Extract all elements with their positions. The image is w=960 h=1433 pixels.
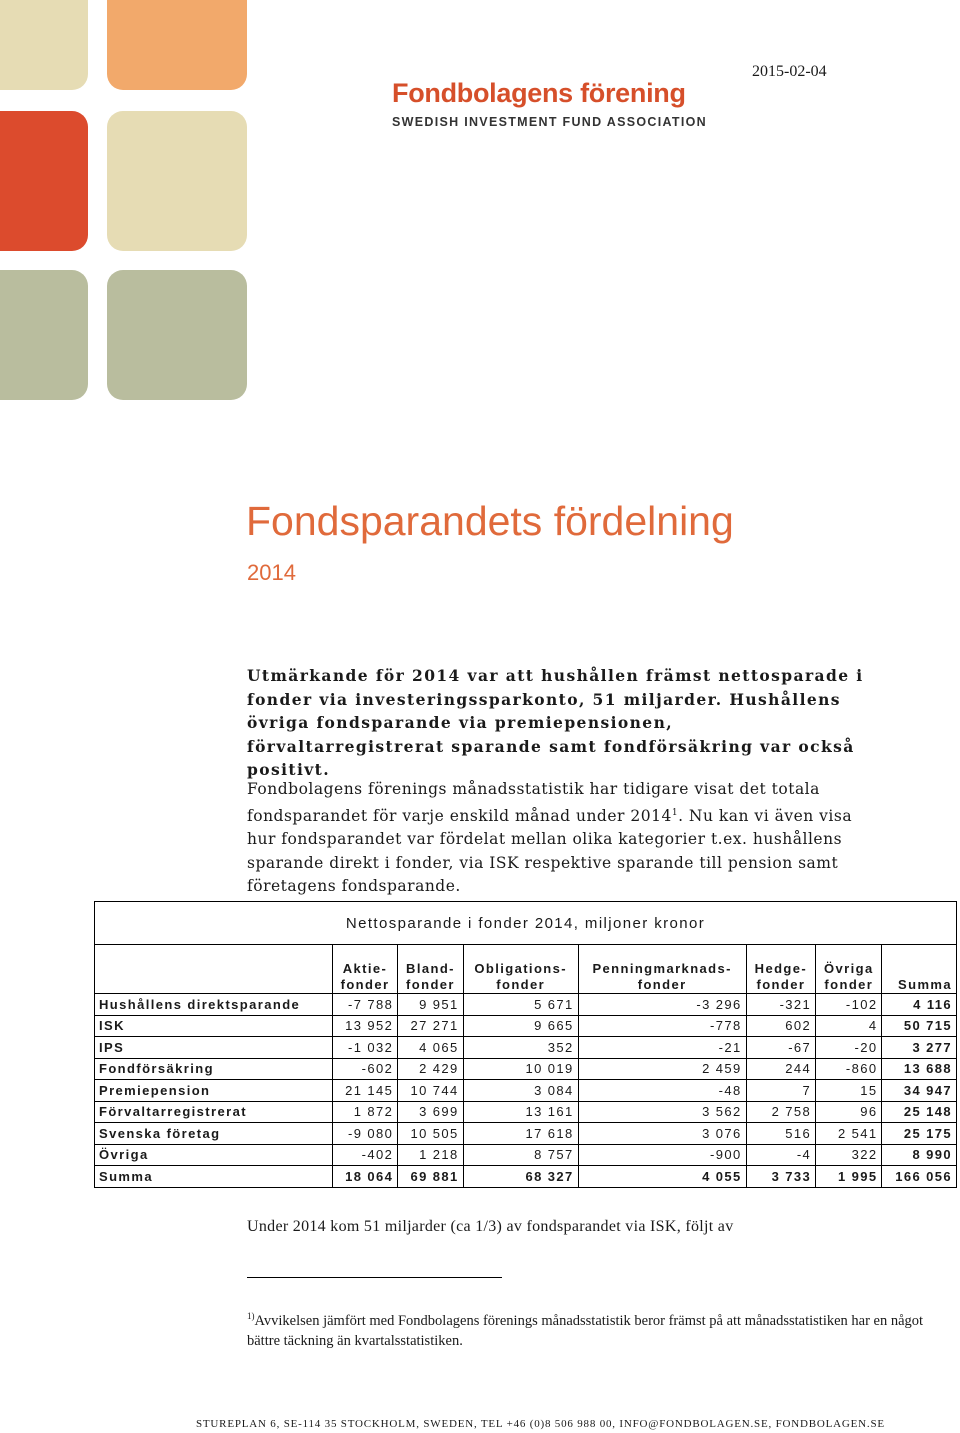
savings-table-container bbox=[94, 901, 957, 1188]
table-cell: 21 145 bbox=[332, 1080, 397, 1102]
row-sum-cell: 50 715 bbox=[882, 1015, 957, 1037]
table-cell: -48 bbox=[578, 1080, 746, 1102]
column-header bbox=[882, 945, 957, 994]
closing-text: Under 2014 kom 51 miljarder (ca 1/3) av fondsparandet via ISK, följt av bbox=[247, 1218, 734, 1235]
body-text-part1: Fondbolagens förenings månadsstatistik har tidigare visat det totala fondsparandet för varje enskild månad under 2014 bbox=[247, 780, 820, 825]
decor-tile-sage-left bbox=[0, 270, 88, 400]
page-title: Fondsparandets fördelning bbox=[246, 498, 734, 544]
column-header bbox=[816, 945, 882, 994]
table-cell: -602 bbox=[332, 1058, 397, 1080]
table-cell: 5 671 bbox=[463, 994, 578, 1016]
column-header-line2: fonder bbox=[824, 977, 874, 992]
table-cell: 2 758 bbox=[746, 1101, 816, 1123]
savings-table bbox=[94, 901, 957, 1188]
lead-paragraph: Utmärkande för 2014 var att hushållen främst nettosparade i fonder via investeringssparkonto, 51 miljarder. Hushållens övriga fondsparande via premiepensionen, förvaltarregistrerat sparande samt fondförsäkring var också positivt. bbox=[247, 666, 864, 779]
table-cell: 1 872 bbox=[332, 1101, 397, 1123]
table-row bbox=[95, 1015, 957, 1037]
table-cell: 3 733 bbox=[746, 1166, 816, 1188]
table-cell: 3 076 bbox=[578, 1123, 746, 1145]
table-body bbox=[95, 994, 957, 1188]
column-header-line2: fonder bbox=[496, 977, 546, 992]
column-header-line1: Aktie- bbox=[342, 961, 388, 976]
column-header-line2: Summa bbox=[898, 977, 952, 992]
column-header bbox=[746, 945, 816, 994]
column-header-line1: Hedge- bbox=[754, 961, 808, 976]
column-header-line2: fonder bbox=[406, 977, 455, 992]
table-cell: -21 bbox=[578, 1037, 746, 1059]
table-cell: 96 bbox=[816, 1101, 882, 1123]
table-cell: 9 951 bbox=[398, 994, 463, 1016]
table-cell: -778 bbox=[578, 1015, 746, 1037]
table-cell: 69 881 bbox=[398, 1166, 463, 1188]
row-sum-cell: 3 277 bbox=[882, 1037, 957, 1059]
table-cell: 4 bbox=[816, 1015, 882, 1037]
table-cell: 3 562 bbox=[578, 1101, 746, 1123]
column-header-line1: Penningmarknads- bbox=[592, 961, 732, 976]
table-cell: 352 bbox=[463, 1037, 578, 1059]
document-date: 2015-02-04 bbox=[752, 63, 827, 80]
logo-tagline: SWEDISH INVESTMENT FUND ASSOCIATION bbox=[392, 115, 707, 129]
row-sum-cell: 166 056 bbox=[882, 1166, 957, 1188]
footnote-reference: 1 bbox=[671, 807, 679, 818]
row-label: Fondförsäkring bbox=[95, 1058, 333, 1080]
table-cell: -67 bbox=[746, 1037, 816, 1059]
address-footer: STUREPLAN 6, SE-114 35 STOCKHOLM, SWEDEN, TEL +46 (0)8 506 988 00, INFO@FONDBOLAGEN.SE, FONDBOLAGEN.SE bbox=[196, 1418, 885, 1430]
table-header-row bbox=[95, 945, 957, 994]
decor-tile-cream-mid bbox=[107, 111, 247, 251]
decor-tile-red bbox=[0, 111, 88, 251]
table-cell: -1 032 bbox=[332, 1037, 397, 1059]
table-cell: 13 161 bbox=[463, 1101, 578, 1123]
table-cell: -900 bbox=[578, 1144, 746, 1166]
table-row bbox=[95, 1144, 957, 1166]
column-header-line2: fonder bbox=[756, 977, 806, 992]
body-text-part2: . Nu kan vi även visa hur fondsparandet var fördelat mellan olika kategorier t.ex. hushållens sparande direkt i fonder, via ISK respektive sparande till pension samt företagens fondsparande. bbox=[247, 806, 853, 896]
table-row bbox=[95, 1101, 957, 1123]
table-cell: 516 bbox=[746, 1123, 816, 1145]
table-cell: 3 084 bbox=[463, 1080, 578, 1102]
table-cell: 602 bbox=[746, 1015, 816, 1037]
table-cell: -9 080 bbox=[332, 1123, 397, 1145]
table-cell: 17 618 bbox=[463, 1123, 578, 1145]
footnote bbox=[247, 1306, 959, 1351]
footnote-mark: 1) bbox=[247, 1311, 255, 1321]
logo-name: Fondbolagens förening bbox=[392, 78, 686, 108]
column-header bbox=[463, 945, 578, 994]
table-cell: -102 bbox=[816, 994, 882, 1016]
table-row bbox=[95, 1123, 957, 1145]
table-cell: -4 bbox=[746, 1144, 816, 1166]
table-cell: 27 271 bbox=[398, 1015, 463, 1037]
column-header bbox=[578, 945, 746, 994]
table-cell: 10 019 bbox=[463, 1058, 578, 1080]
column-header-line2: fonder bbox=[637, 977, 687, 992]
column-header-line2: fonder bbox=[340, 977, 390, 992]
table-row bbox=[95, 994, 957, 1016]
row-label: Övriga bbox=[95, 1144, 333, 1166]
row-sum-cell: 8 990 bbox=[882, 1144, 957, 1166]
table-cell: 322 bbox=[816, 1144, 882, 1166]
table-cell: 3 699 bbox=[398, 1101, 463, 1123]
decor-tile-cream-top bbox=[0, 0, 88, 90]
table-cell: 244 bbox=[746, 1058, 816, 1080]
row-label: Premiepension bbox=[95, 1080, 333, 1102]
table-total-row bbox=[95, 1166, 957, 1188]
organization-logo bbox=[392, 78, 707, 129]
table-cell: -3 296 bbox=[578, 994, 746, 1016]
table-cell: -860 bbox=[816, 1058, 882, 1080]
table-cell: -7 788 bbox=[332, 994, 397, 1016]
row-sum-cell: 13 688 bbox=[882, 1058, 957, 1080]
table-cell: -20 bbox=[816, 1037, 882, 1059]
table-cell: 68 327 bbox=[463, 1166, 578, 1188]
table-cell: 7 bbox=[746, 1080, 816, 1102]
row-label: Svenska företag bbox=[95, 1123, 333, 1145]
table-row bbox=[95, 1080, 957, 1102]
table-cell: 2 541 bbox=[816, 1123, 882, 1145]
table-row bbox=[95, 1037, 957, 1059]
table-cell: 15 bbox=[816, 1080, 882, 1102]
table-cell: 10 744 bbox=[398, 1080, 463, 1102]
row-label: Hushållens direktsparande bbox=[95, 994, 333, 1016]
column-header-line1: Övriga bbox=[824, 961, 874, 976]
body-paragraph bbox=[247, 778, 867, 899]
table-row bbox=[95, 1058, 957, 1080]
table-cell: 18 064 bbox=[332, 1166, 397, 1188]
table-cell: 13 952 bbox=[332, 1015, 397, 1037]
table-cell: 4 065 bbox=[398, 1037, 463, 1059]
table-caption: Nettosparande i fonder 2014, miljoner kronor bbox=[95, 902, 957, 945]
table-cell: 9 665 bbox=[463, 1015, 578, 1037]
column-header-line1: Bland- bbox=[406, 961, 455, 976]
table-cell: 1 995 bbox=[816, 1166, 882, 1188]
column-header-line1: Obligations- bbox=[474, 961, 567, 976]
column-header bbox=[398, 945, 463, 994]
table-cell: 2 429 bbox=[398, 1058, 463, 1080]
decor-tile-orange bbox=[107, 0, 247, 90]
table-cell: 10 505 bbox=[398, 1123, 463, 1145]
row-sum-cell: 25 175 bbox=[882, 1123, 957, 1145]
row-sum-cell: 4 116 bbox=[882, 994, 957, 1016]
decor-tile-sage-right bbox=[107, 270, 247, 400]
row-label: Summa bbox=[95, 1166, 333, 1188]
footnote-divider bbox=[247, 1277, 502, 1278]
footnote-text: Avvikelsen jämfört med Fondbolagens förenings månadsstatistik beror främst på att månadsstatistiken har en något bättre täckning än kvartalsstatistiken. bbox=[247, 1312, 924, 1349]
column-header bbox=[332, 945, 397, 994]
table-cell: 8 757 bbox=[463, 1144, 578, 1166]
row-label: Förvaltarregistrerat bbox=[95, 1101, 333, 1123]
page-subtitle-year: 2014 bbox=[247, 560, 296, 585]
header-blank bbox=[95, 945, 333, 994]
row-sum-cell: 34 947 bbox=[882, 1080, 957, 1102]
table-cell: 1 218 bbox=[398, 1144, 463, 1166]
table-cell: 2 459 bbox=[578, 1058, 746, 1080]
table-cell: -402 bbox=[332, 1144, 397, 1166]
row-label: ISK bbox=[95, 1015, 333, 1037]
row-sum-cell: 25 148 bbox=[882, 1101, 957, 1123]
row-label: IPS bbox=[95, 1037, 333, 1059]
table-cell: 4 055 bbox=[578, 1166, 746, 1188]
table-cell: -321 bbox=[746, 994, 816, 1016]
